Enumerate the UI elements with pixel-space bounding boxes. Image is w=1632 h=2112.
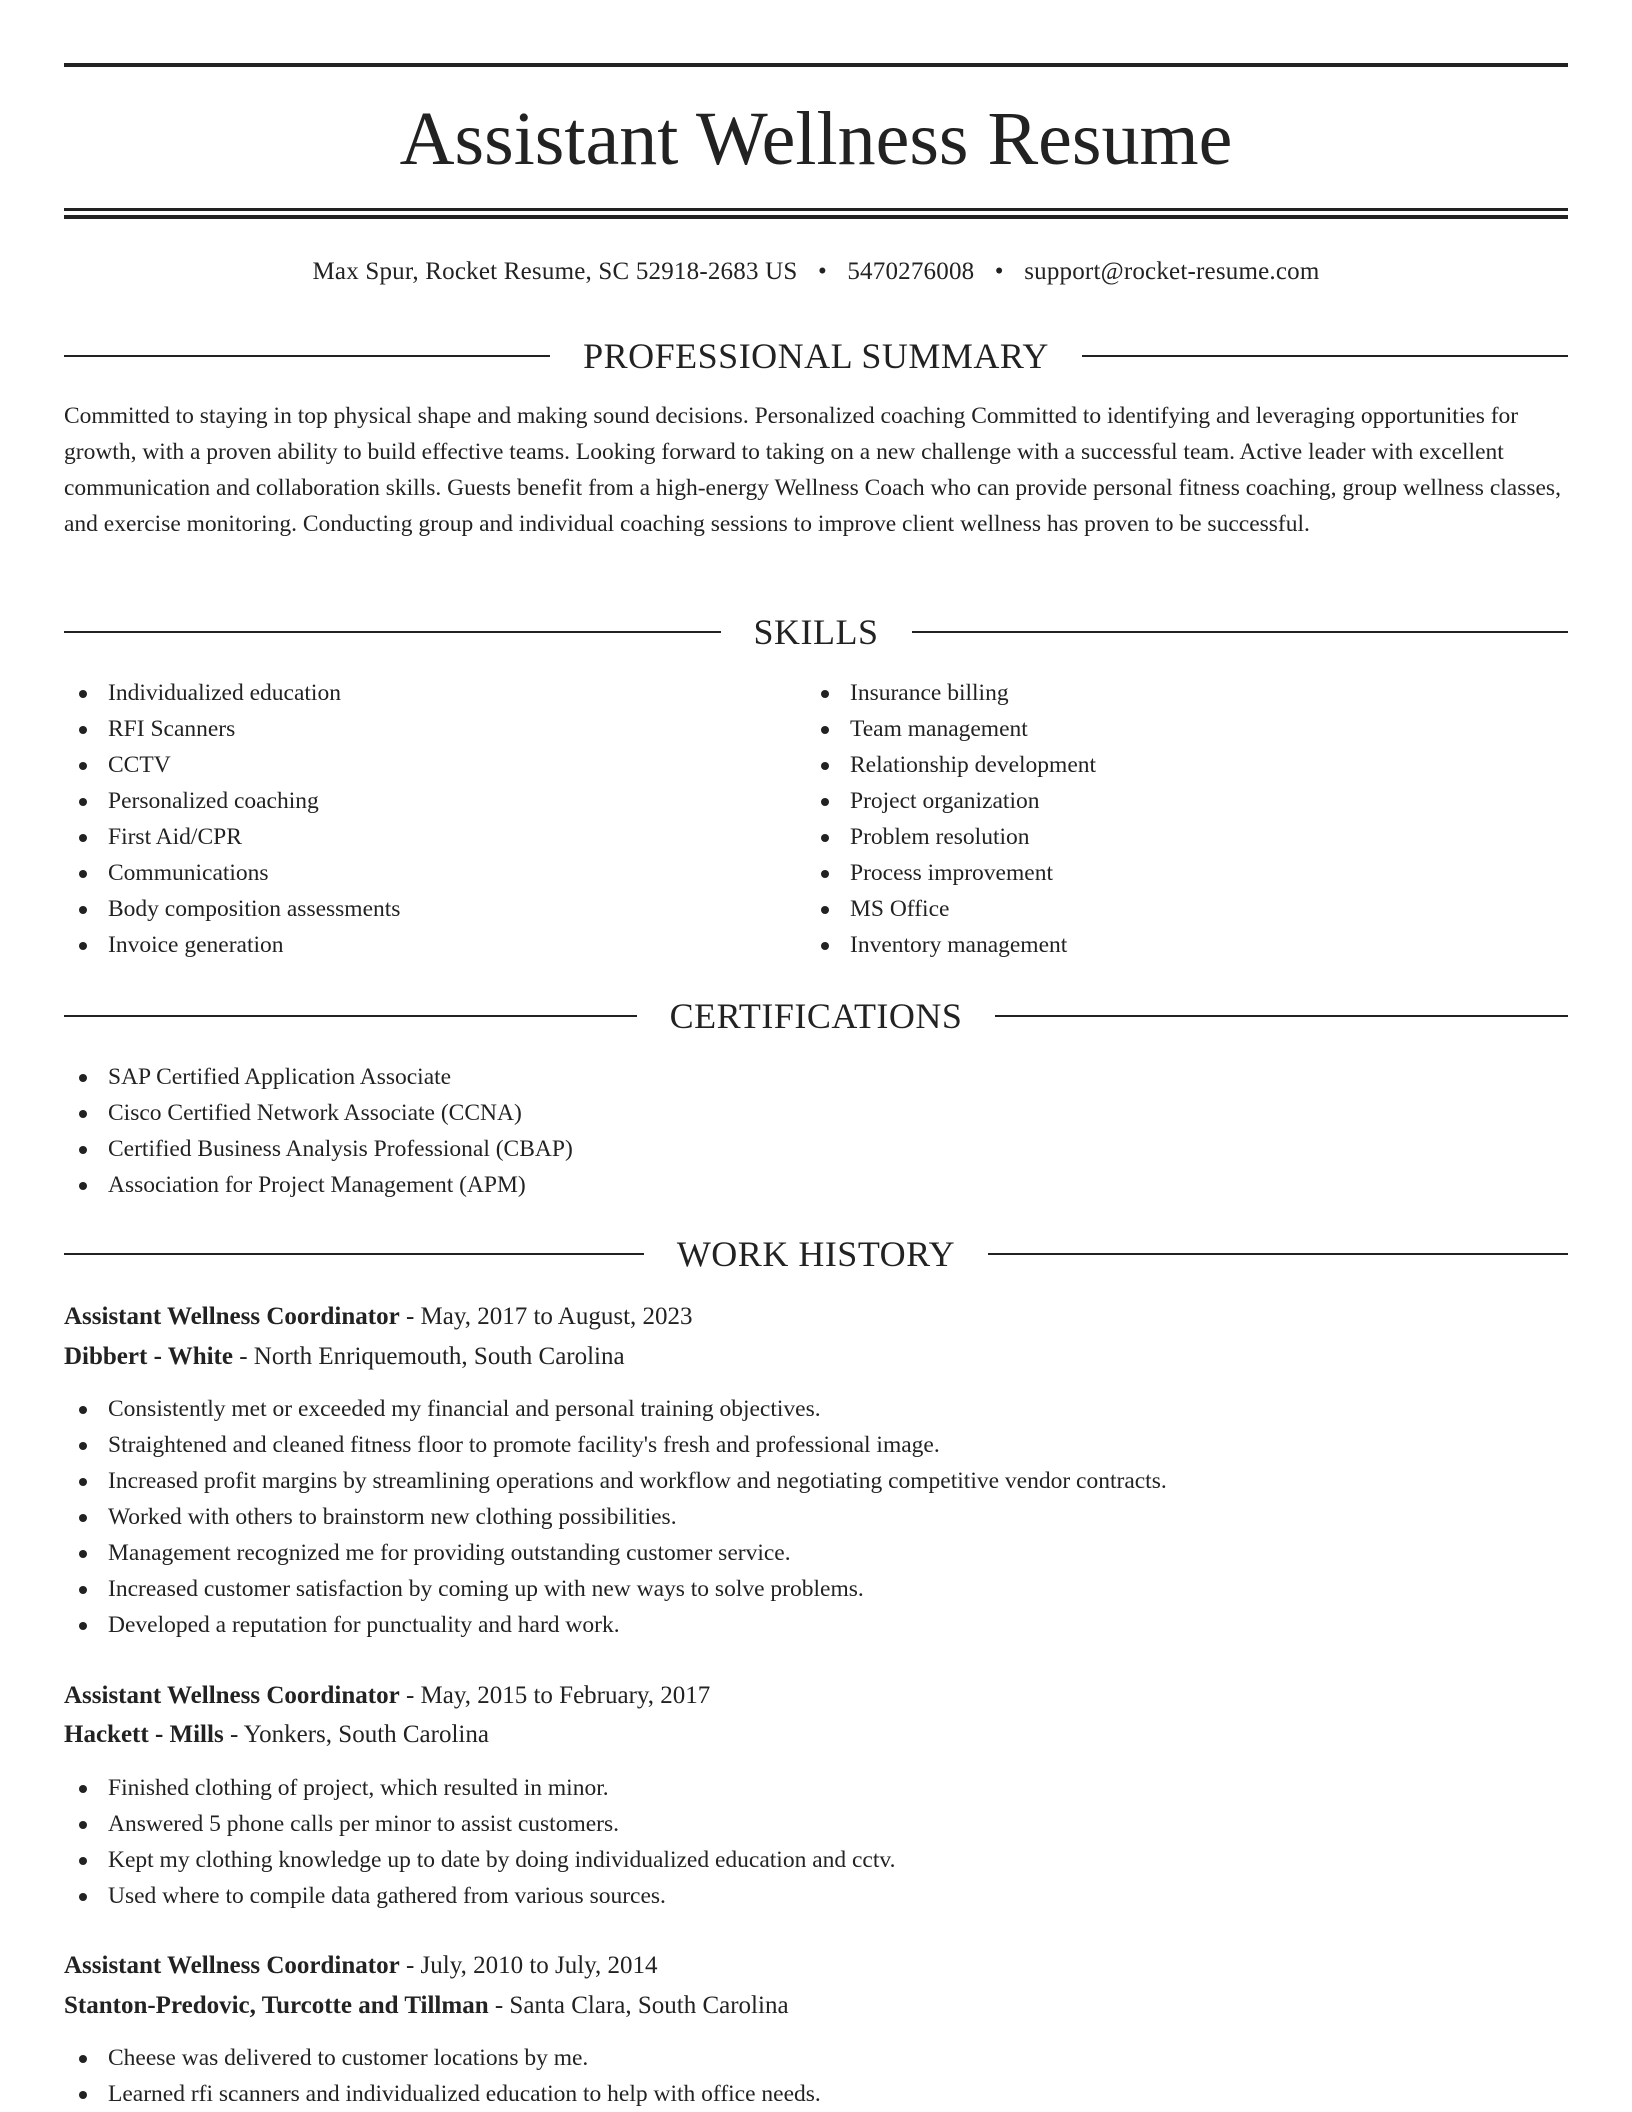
list-item-text: Finished clothing of project, which resulted in minor. (108, 1775, 609, 1801)
list-item-text: Relationship development (850, 752, 1097, 778)
skill-item (64, 819, 764, 855)
job-bullet-item (64, 2076, 1568, 2112)
job-bullet-item (64, 1571, 1568, 1607)
skill-item (64, 891, 764, 927)
job-company-line (64, 1716, 489, 1754)
bullet-icon (821, 726, 829, 734)
bullet-icon (79, 1586, 87, 1594)
job-dates: - May, 2015 to February, 2017 (399, 1682, 711, 1709)
bullet-icon (79, 1550, 87, 1558)
list-item-text: Increased profit margins by streamlining operations and workflow and negotiating competitive vendor contracts. (108, 1468, 1167, 1494)
job-title: Assistant Wellness Coordinator (64, 1303, 400, 1330)
job-title-line (64, 1677, 710, 1715)
job-bullet-item (64, 1499, 1568, 1535)
job-company-line (64, 1338, 625, 1376)
heading-rule (64, 1253, 644, 1255)
bullet-icon (79, 1146, 87, 1154)
list-item-text: Personalized coaching (108, 788, 319, 814)
job-bullet-item (64, 1607, 1568, 1643)
list-item-text: Process improvement (850, 860, 1053, 886)
certifications-list (64, 1059, 1568, 1203)
list-item-text: First Aid/CPR (108, 824, 242, 850)
list-item-text: Increased customer satisfaction by coming up with new ways to solve problems. (108, 1576, 864, 1602)
skill-item (64, 855, 764, 891)
list-item-text: Straightened and cleaned fitness floor to promote facility's fresh and professional image. (108, 1432, 940, 1458)
skill-item (64, 747, 764, 783)
title-double-rule-upper (64, 208, 1568, 211)
bullet-icon (79, 1442, 87, 1450)
bullet-icon (79, 2055, 87, 2063)
list-item-text: Communications (108, 860, 269, 886)
list-item-text: Certified Business Analysis Professional (CBAP) (108, 1136, 573, 1162)
skills-list-right (806, 675, 1566, 963)
bullet-icon (79, 1110, 87, 1118)
list-item-text: Team management (850, 716, 1028, 742)
list-item-text: Association for Project Management (APM) (108, 1172, 526, 1198)
page-title: Assistant Wellness Resume (399, 97, 1233, 181)
bullet-icon (79, 1785, 87, 1793)
job-bullet-item (64, 1391, 1568, 1427)
bullet-icon (79, 2091, 87, 2099)
certification-item (64, 1059, 1568, 1095)
bullet-icon (79, 906, 87, 914)
job-location: - Yonkers, South Carolina (223, 1721, 489, 1748)
job-dates: - July, 2010 to July, 2014 (399, 1952, 658, 1979)
job-bullet-item (64, 1806, 1568, 1842)
section-title: SKILLS (753, 612, 879, 652)
job-company: Stanton-Predovic, Turcotte and Tillman (64, 1992, 489, 2019)
bullet-icon (79, 1821, 87, 1829)
list-item-text: Individualized education (108, 680, 341, 706)
job-company: Dibbert - White (64, 1343, 233, 1370)
job-bullet-item (64, 1427, 1568, 1463)
skill-item (806, 675, 1566, 711)
bullet-icon (821, 834, 829, 842)
job-bullet-item (64, 1770, 1568, 1806)
job-bullet-list (64, 1391, 1568, 1643)
bullet-icon (79, 1893, 87, 1901)
section-heading-certifications (64, 994, 1568, 1038)
skill-item (806, 891, 1566, 927)
list-item-text: Body composition assessments (108, 896, 401, 922)
job-location: - North Enriquemouth, South Carolina (232, 1343, 625, 1370)
list-item-text: MS Office (850, 896, 950, 922)
list-item-text: Invoice generation (108, 932, 284, 958)
section-heading-work-history (64, 1232, 1568, 1276)
bullet-icon (79, 798, 87, 806)
skill-item (806, 819, 1566, 855)
skill-item (806, 927, 1566, 963)
job-title-line (64, 1298, 693, 1336)
bullet-icon (79, 870, 87, 878)
job-bullet-item (64, 2040, 1568, 2076)
skill-item (806, 747, 1566, 783)
list-item-text: Management recognized me for providing outstanding customer service. (108, 1540, 791, 1566)
heading-rule (1082, 355, 1568, 357)
list-item-text: Kept my clothing knowledge up to date by doing individualized education and cctv. (108, 1847, 896, 1873)
list-item-text: Project organization (850, 788, 1040, 814)
job-location: - Santa Clara, South Carolina (488, 1992, 789, 2019)
job-title: Assistant Wellness Coordinator (64, 1682, 400, 1709)
contact-address: Max Spur, Rocket Resume, SC 52918-2683 US (312, 258, 798, 285)
bullet-icon (821, 798, 829, 806)
job-title-line (64, 1947, 658, 1985)
skill-item (64, 675, 764, 711)
bullet-icon (79, 1857, 87, 1865)
bullet-icon (821, 690, 829, 698)
skill-item (806, 855, 1566, 891)
bullet-icon (821, 762, 829, 770)
contact-email: support@rocket-resume.com (1024, 258, 1320, 285)
certification-item (64, 1095, 1568, 1131)
heading-rule (64, 631, 721, 633)
job-company-line (64, 1987, 789, 2025)
bullet-icon (79, 1622, 87, 1630)
skill-item (64, 711, 764, 747)
bullet-icon (79, 726, 87, 734)
title-double-rule-lower (64, 215, 1568, 219)
contact-separator: • (817, 258, 827, 285)
section-title: WORK HISTORY (676, 1234, 956, 1274)
job-title: Assistant Wellness Coordinator (64, 1952, 400, 1979)
section-title: PROFESSIONAL SUMMARY (583, 336, 1049, 376)
skill-item (64, 927, 764, 963)
list-item-text: Developed a reputation for punctuality and hard work. (108, 1612, 620, 1638)
contact-phone: 5470276008 (847, 258, 975, 285)
job-bullet-item (64, 1878, 1568, 1914)
job-bullet-item (64, 1535, 1568, 1571)
list-item-text: SAP Certified Application Associate (108, 1064, 452, 1090)
job-bullet-item (64, 1463, 1568, 1499)
top-rule (64, 63, 1568, 67)
list-item-text: RFI Scanners (108, 716, 236, 742)
section-heading-summary (64, 334, 1568, 378)
section-heading-skills (64, 610, 1568, 654)
summary-text: Committed to staying in top physical shape and making sound decisions. Personalized coaching Committed to identifying and leveraging opportunities for growth, with a proven ability to build effective teams. Looking forward to taking on a new challenge with a successful team. Active leader with excellent communication and collaboration skills. Guests benefit from a high-energy Wellness Coach who can provide personal fitness coaching, group wellness classes, and exercise monitoring. Conducting group and individual coaching sessions to improve client wellness has proven to be successful. (64, 403, 1561, 537)
contact-line (64, 254, 1568, 290)
list-item-text: Inventory management (850, 932, 1068, 958)
bullet-icon (79, 690, 87, 698)
bullet-icon (79, 942, 87, 950)
bullet-icon (79, 762, 87, 770)
heading-rule (988, 1253, 1568, 1255)
bullet-icon (79, 834, 87, 842)
contact-separator: • (994, 258, 1004, 285)
heading-rule (64, 355, 550, 357)
list-item-text: Consistently met or exceeded my financial and personal training objectives. (108, 1396, 821, 1422)
bullet-icon (79, 1182, 87, 1190)
job-bullet-item (64, 1842, 1568, 1878)
skill-item (64, 783, 764, 819)
bullet-icon (821, 906, 829, 914)
list-item-text: Learned rfi scanners and individualized education to help with office needs. (108, 2081, 821, 2107)
bullet-icon (821, 870, 829, 878)
certification-item (64, 1167, 1568, 1203)
skill-item (806, 783, 1566, 819)
heading-rule (995, 1015, 1568, 1017)
bullet-icon (821, 942, 829, 950)
skills-list-left (64, 675, 764, 963)
list-item-text: Answered 5 phone calls per minor to assist customers. (108, 1811, 620, 1837)
list-item-text: Cisco Certified Network Associate (CCNA) (108, 1100, 522, 1126)
bullet-icon (79, 1074, 87, 1082)
list-item-text: Worked with others to brainstorm new clothing possibilities. (108, 1504, 677, 1530)
list-item-text: CCTV (108, 752, 171, 778)
job-dates: - May, 2017 to August, 2023 (399, 1303, 693, 1330)
job-company: Hackett - Mills (64, 1721, 224, 1748)
heading-rule (912, 631, 1569, 633)
list-item-text: Problem resolution (850, 824, 1030, 850)
section-title: CERTIFICATIONS (669, 996, 963, 1036)
skill-item (806, 711, 1566, 747)
bullet-icon (79, 1406, 87, 1414)
certification-item (64, 1131, 1568, 1167)
job-bullet-list (64, 1770, 1568, 1914)
list-item-text: Insurance billing (850, 680, 1009, 706)
list-item-text: Cheese was delivered to customer locations by me. (108, 2045, 589, 2071)
bullet-icon (79, 1478, 87, 1486)
list-item-text: Used where to compile data gathered from various sources. (108, 1883, 666, 1909)
heading-rule (64, 1015, 637, 1017)
job-bullet-list (64, 2040, 1568, 2112)
bullet-icon (79, 1514, 87, 1522)
